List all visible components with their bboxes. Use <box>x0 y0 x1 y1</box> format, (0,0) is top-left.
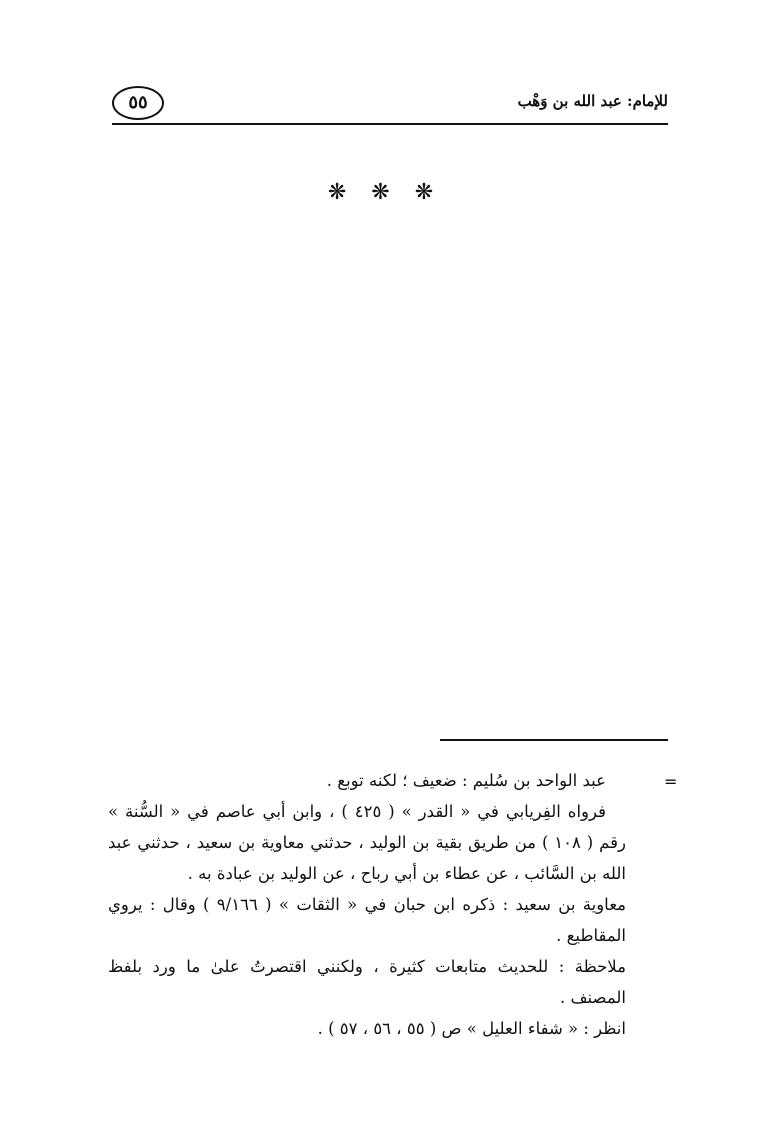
footnote-paragraph: انظر : « شفاء العليل » ص ( ٥٥ ، ٥٦ ، ٥٧ ) . <box>317 1019 626 1038</box>
section-separator-asterisks: ❋ ❋ ❋ <box>327 180 436 205</box>
footnotes-block <box>108 765 626 1044</box>
footnote-paragraph: عبد الواحد بن سُليم : ضعيف ؛ لكنه توبع . <box>326 771 606 790</box>
footnote-paragraph: فرواه الفِريابي في « القدر » ( ٤٢٥ ) ، وابن أبي عاصم في « السُّنة » رقم ( ١٠٨ ) من طريق بقية بن الوليد ، حدثني معاوية بن سعيد ، حدثني عبد الله بن السَّائب ، عن عطاء بن أبي رباح ، عن الوليد بن عبادة به . <box>108 802 626 883</box>
header-divider <box>112 123 668 125</box>
footnote-paragraph: معاوية بن سعيد : ذكره ابن حبان في « الثقات » ( ٩/١٦٦ ) وقال : يروي المقاطيع . <box>108 895 626 945</box>
footnote-continuation-mark: = <box>664 772 678 791</box>
footnote-paragraph: ملاحظة : للحديث متابعات كثيرة ، ولكنني اقتصرتُ علىٰ ما ورد بلفظ المصنف . <box>108 957 626 1007</box>
footnote-divider <box>440 739 668 741</box>
running-title: للإمام: عبد الله بن وَهْب <box>517 92 668 110</box>
page-number-badge: ٥٥ <box>112 86 164 120</box>
page-header <box>112 86 668 122</box>
